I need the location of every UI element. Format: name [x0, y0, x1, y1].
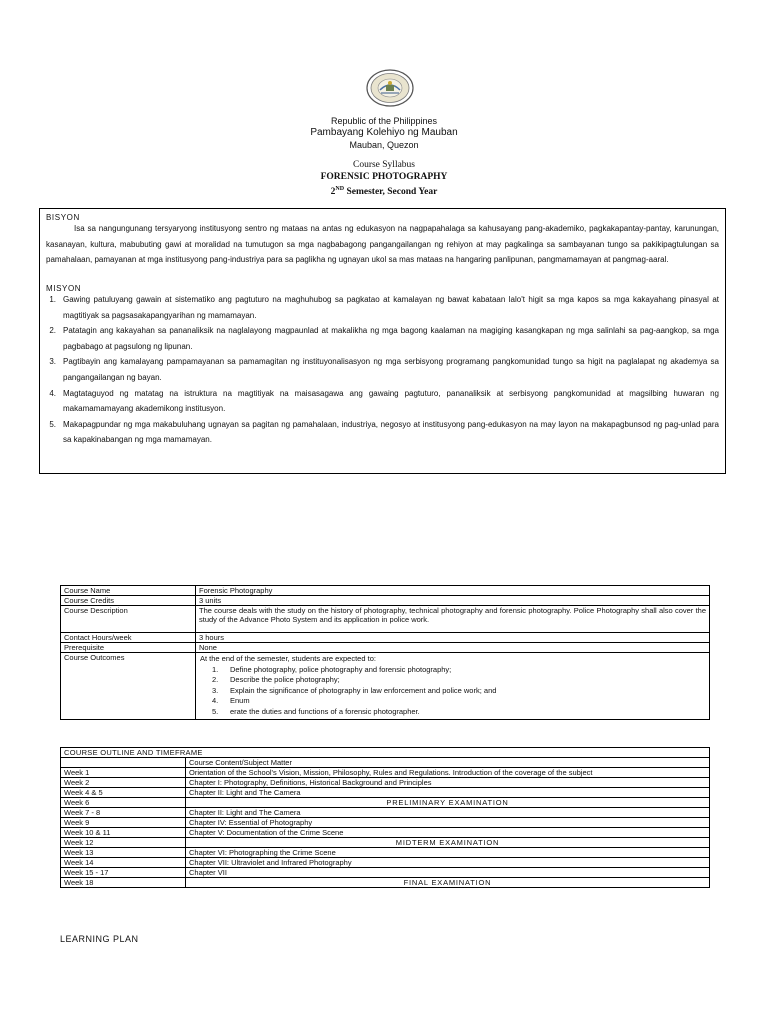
outline-content-cell: Chapter V: Documentation of the Crime Scene: [186, 828, 710, 838]
table-row: [61, 768, 710, 778]
outcome-number: 1.: [212, 664, 219, 674]
mission-item-number: 3.: [49, 357, 56, 367]
mission-item: [46, 292, 719, 323]
header-course-title: FORENSIC PHOTOGRAPHY: [320, 172, 448, 182]
course-info-table: [60, 585, 710, 720]
outline-content-cell: Chapter VII: [186, 868, 710, 878]
mission-item-text: Makapagpundar ng mga makabuluhang ugnayan sa pagitan ng pamahalaan, industriya, negosyo at institusyong pang-edukasyon na may layon na makapagbunsod ng pag-unlad para sa kapakinabangan ng mga mamamayan.: [63, 419, 719, 445]
outline-content-cell: Chapter I: Photography, Definitions, Historical Background and Principles: [186, 778, 710, 788]
outcome-item: [200, 675, 706, 686]
table-row: [61, 748, 710, 758]
outline-week-cell: Week 13: [61, 848, 186, 858]
table-row: [61, 653, 710, 720]
outline-content-cell: Chapter IV: Essential of Photography: [186, 818, 710, 828]
vision-mission-box: [39, 208, 726, 474]
outline-week-cell: Week 14: [61, 858, 186, 868]
outline-week-cell: Week 9: [61, 818, 186, 828]
outline-week-cell: Week 18: [61, 878, 186, 888]
outline-week-cell: Week 7 - 8: [61, 808, 186, 818]
mission-item-number: 4.: [49, 388, 56, 398]
header-doc-type: Course Syllabus: [352, 160, 415, 170]
outcome-text: Describe the police photography;: [230, 675, 340, 684]
outline-week-cell: Week 12: [61, 838, 186, 848]
outline-week-cell: Week 15 - 17: [61, 868, 186, 878]
mission-item: [46, 417, 719, 448]
table-row: [61, 788, 710, 798]
course-outcomes-label: Course Outcomes: [61, 653, 196, 720]
outline-week-cell: Week 2: [61, 778, 186, 788]
outline-week-cell: Week 6: [61, 798, 186, 808]
header-semester: [0, 183, 768, 198]
outline-exam-cell: PRELIMINARY EXAMINATION: [186, 798, 710, 808]
mission-heading: MISYON: [46, 284, 82, 293]
outline-content-header: Course Content/Subject Matter: [186, 758, 710, 768]
outline-exam-cell: MIDTERM EXAMINATION: [186, 838, 710, 848]
table-row: [61, 838, 710, 848]
outcome-item: [200, 707, 706, 718]
outline-content-cell: Chapter II: Light and The Camera: [186, 788, 710, 798]
mission-item-text: Patatagin ang kakayahan sa pananaliksik na naglalayong magpaunlad at makalikha ng mga bagong kaalaman na magiging kasangkapan ng mga salinlahi sa pag-aangkop, sa mga pagbabago at pagsulong ng lipunan.: [63, 326, 719, 351]
outcome-text: Define photography, police photography and forensic photography;: [230, 664, 452, 674]
prerequisite-label: Prerequisite: [61, 643, 196, 653]
contact-hours-label: Contact Hours/week: [61, 633, 196, 643]
outcome-item: [200, 696, 706, 707]
semester-number: 2: [330, 187, 336, 198]
outline-week-cell: Week 1: [61, 768, 186, 778]
mission-item-text: Pagtibayin ang kamalayang pampamayanan sa pamamagitan ng instituyonalisasyon ng mga serbisyong programang pangkomunidad tungo sa higit na paglalapat ng akademya sa pangangailangan ng bayan.: [63, 357, 719, 382]
outcome-number: 4.: [212, 696, 219, 705]
table-row: [61, 586, 710, 596]
course-name-value: Forensic Photography: [196, 586, 710, 596]
table-row: [61, 633, 710, 643]
mission-item: [46, 386, 719, 417]
table-row: [61, 818, 710, 828]
header-country: Republic of the Philippines: [330, 116, 438, 126]
outline-week-cell: Week 4 & 5: [61, 788, 186, 798]
school-seal-logo: [365, 68, 415, 108]
header-school-name: Pambayang Kolehiyo ng Mauban: [310, 127, 458, 138]
table-row: [61, 778, 710, 788]
header-location: Mauban, Quezon: [349, 140, 419, 150]
outcome-number: 3.: [212, 685, 219, 695]
prerequisite-value: None: [196, 643, 710, 653]
outline-content-cell: Chapter VI: Photographing the Crime Scene: [186, 848, 710, 858]
course-name-label: Course Name: [61, 586, 196, 596]
outcomes-intro: At the end of the semester, students are expected to:: [200, 654, 376, 663]
outline-week-cell: Week 10 & 11: [61, 828, 186, 838]
outcome-number: 2.: [212, 675, 219, 684]
outline-title: COURSE OUTLINE AND TIMEFRAME: [61, 748, 710, 758]
vision-heading: BISYON: [46, 213, 80, 222]
vision-text: Isa sa nangungunang tersyaryong institusyong sentro ng mataas na antas ng edukasyon na nagpapahalaga sa kahusayang pang-akademiko, pagkakapantay-pantay, karunungan, kasanayan, kultura, mabubuting gawi at moralidad na tumutugon sa mga nagbabagong pangangailangan ng rehiyon at may pagkalinga sa sambayanan tungo sa pakikipagtulungan sa pamahalaan, pamayanan at mga institusyong pang-industriya para sa paglikha ng ugnayan ukol sa mas mataas na hangaring panlipunan, pangmamamayan at pangmag-aaral.: [46, 224, 719, 265]
outcome-item: [200, 686, 706, 697]
learning-plan-heading: LEARNING PLAN: [60, 934, 139, 944]
course-outcomes-value: [196, 653, 710, 720]
outcome-text: Explain the significance of photography in law enforcement and police work; and: [230, 685, 497, 695]
table-row: [61, 828, 710, 838]
course-description-label: Course Description: [61, 606, 196, 633]
table-row: [61, 606, 710, 633]
mission-item-number: 5.: [49, 419, 56, 429]
outcome-item: [200, 665, 706, 676]
course-outline-table: [60, 747, 710, 888]
table-row: [61, 848, 710, 858]
outcome-number: 5.: [212, 706, 219, 716]
mission-item-number: 1.: [49, 295, 56, 304]
mission-item: [46, 354, 719, 385]
mission-item-text: Gawing patuluyang gawain at sistematiko ang pagtuturo na maghuhubog sa pagkatao at kamalayan ng bawat kabataan lalo't higit sa mga kapos sa mga kakayahang pinasyal at magtitiyak sa pagsasakapangyarihan ng mamamayan.: [63, 295, 719, 320]
outcome-text: erate the duties and functions of a forensic photographer.: [230, 706, 420, 716]
course-credits-value: 3 units: [196, 596, 710, 606]
outline-content-cell: Orientation of the School's Vision, Mission, Philosophy, Rules and Regulations. Introduction of the coverage of the subject: [186, 768, 710, 778]
outline-exam-cell: FINAL EXAMINATION: [186, 878, 710, 888]
mission-item-text: Magtataguyod ng matatag na istruktura na magtitiyak na maisasagawa ang gawaing pagtuturo, pananaliksik at serbisyong pangkomunidad at magsilbing huwaran ng makamamamayang akademikong institusyon.: [63, 388, 719, 414]
table-row: [61, 868, 710, 878]
table-row: [61, 643, 710, 653]
outline-body: [61, 768, 710, 888]
table-row: [61, 798, 710, 808]
table-row: [61, 596, 710, 606]
outline-content-cell: Chapter VII: Ultraviolet and Infrared Photography: [186, 858, 710, 868]
table-row: [61, 808, 710, 818]
contact-hours-value: 3 hours: [196, 633, 710, 643]
mission-list: [46, 292, 719, 448]
outcome-text: Enum: [230, 696, 250, 705]
semester-superscript: ND: [335, 186, 345, 192]
mission-item-number: 2.: [49, 326, 56, 336]
table-row: [61, 758, 710, 768]
table-row: [61, 858, 710, 868]
semester-text: Semester, Second Year: [344, 187, 438, 198]
table-row: [61, 878, 710, 888]
course-credits-label: Course Credits: [61, 596, 196, 606]
mission-item: [46, 323, 719, 354]
outline-content-cell: Chapter II: Light and The Camera: [186, 808, 710, 818]
course-description-value: The course deals with the study on the history of photography, technical photography and forensic photography. Police Photography shall also cover the study of the Advance Photo System and its application in police work.: [196, 606, 710, 633]
outline-week-header: [61, 758, 186, 768]
